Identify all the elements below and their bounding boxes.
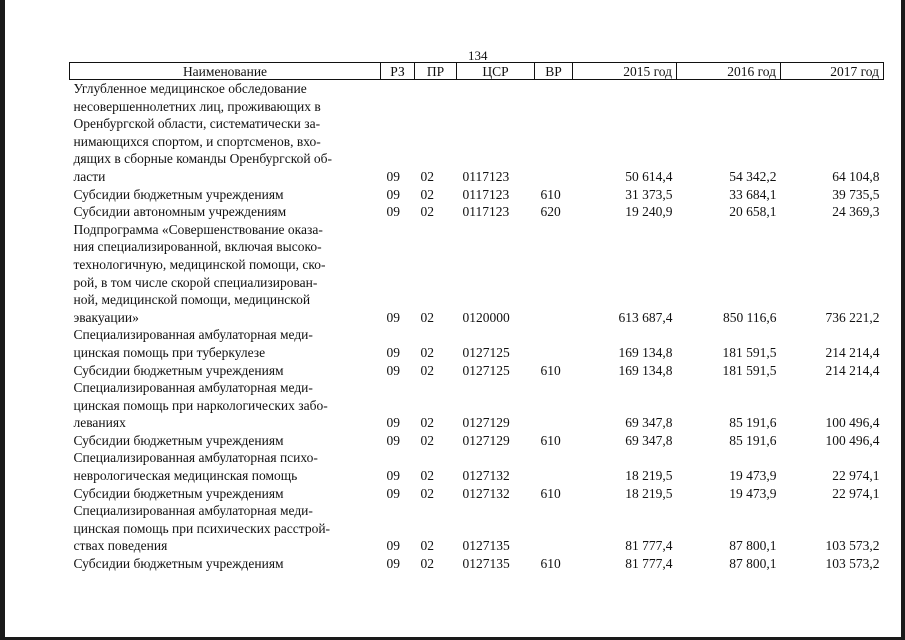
table-row [70, 80, 884, 186]
cell-2016: 181 591,5 [722, 362, 777, 378]
cell-rz: 09 [386, 204, 400, 220]
cell-2015: 18 219,5 [625, 485, 673, 501]
name-line: эвакуации» [73, 309, 139, 325]
cell-csr: 0127129 [462, 415, 510, 431]
table-row [70, 379, 884, 432]
cell-name [70, 203, 381, 221]
cell-2017: 214 214,4 [825, 362, 880, 378]
name-line: ствах поведения [73, 538, 168, 554]
cell-2015: 18 219,5 [625, 468, 673, 484]
name-line: Оренбургской области, систематически за- [73, 116, 321, 132]
cell-pr: 02 [420, 538, 434, 554]
cell-2015: 50 614,4 [625, 168, 673, 184]
cell-name [70, 186, 381, 204]
cell-csr: 0117123 [462, 204, 510, 220]
cell-pr: 02 [420, 556, 434, 572]
cell-2016: 54 342,2 [729, 168, 777, 184]
name-line: ной, медицинской помощи, медицинской [73, 292, 311, 308]
table-row [70, 186, 884, 204]
cell-csr: 0127125 [462, 344, 510, 360]
name-line: леваниях [73, 415, 126, 431]
table-row [70, 362, 884, 380]
budget-table [69, 62, 884, 573]
cell-2016: 87 800,1 [729, 538, 777, 554]
cell-csr: 0127132 [462, 468, 510, 484]
table-row [70, 432, 884, 450]
cell-vr: 610 [540, 362, 561, 378]
cell-pr: 02 [420, 362, 434, 378]
name-line: цинская помощь при психических расстрой- [73, 520, 331, 536]
cell-rz: 09 [386, 485, 400, 501]
cell-vr: 610 [540, 432, 561, 448]
name-line: Специализированная амбулаторная меди- [73, 327, 313, 343]
cell-vr: 610 [540, 186, 561, 202]
name-line: дящих в сборные команды Оренбургской об- [73, 151, 333, 167]
scan-border-left [0, 0, 5, 640]
cell-vr [535, 449, 573, 484]
cell-name [70, 502, 381, 555]
cell-2016: 33 684,1 [729, 186, 777, 202]
name-line: неврологическая медицинская помощь [73, 468, 298, 484]
name-line: Субсидии бюджетным учреждениям [73, 485, 284, 501]
table-row [70, 449, 884, 484]
cell-pr: 02 [420, 485, 434, 501]
cell-2017: 64 104,8 [832, 168, 880, 184]
name-line: нимающихся спортом, и спортсменов, вхо- [73, 133, 321, 149]
name-line: Субсидии автономным учреждениям [73, 204, 287, 220]
cell-vr: 610 [540, 556, 561, 572]
cell-2016: 85 191,6 [729, 415, 777, 431]
name-line: Субсидии бюджетным учреждениям [73, 556, 284, 572]
table-row [70, 485, 884, 503]
cell-csr: 0127125 [462, 362, 510, 378]
cell-2016: 850 116,6 [723, 309, 777, 325]
table-row [70, 221, 884, 327]
name-line: Специализированная амбулаторная меди- [73, 503, 313, 519]
cell-csr: 0117123 [462, 186, 510, 202]
cell-rz: 09 [386, 362, 400, 378]
header-pr: ПР [415, 63, 457, 80]
cell-2017: 100 496,4 [825, 432, 880, 448]
name-line: несовершеннолетних лиц, проживающих в [73, 98, 321, 114]
cell-rz: 09 [386, 468, 400, 484]
name-line: Подпрограмма «Совершенствование оказа- [73, 221, 323, 237]
cell-rz: 09 [386, 186, 400, 202]
cell-2015: 31 373,5 [625, 186, 673, 202]
cell-2015: 169 134,8 [618, 362, 673, 378]
cell-vr [535, 502, 573, 555]
cell-csr: 0127135 [462, 538, 510, 554]
table-header-row [70, 63, 884, 80]
cell-rz: 09 [386, 556, 400, 572]
cell-name [70, 362, 381, 380]
cell-vr: 610 [540, 485, 561, 501]
cell-2015: 69 347,8 [625, 432, 673, 448]
cell-name [70, 221, 381, 327]
cell-csr: 0127129 [462, 432, 510, 448]
cell-2016: 19 473,9 [729, 485, 777, 501]
header-vr: ВР [535, 63, 573, 80]
cell-2017: 100 496,4 [825, 415, 880, 431]
cell-2017: 22 974,1 [832, 485, 880, 501]
cell-csr: 0117123 [462, 168, 510, 184]
cell-pr: 02 [420, 309, 434, 325]
table-row [70, 555, 884, 573]
name-line: Субсидии бюджетным учреждениям [73, 186, 284, 202]
name-line: Углубленное медицинское обследование [73, 81, 307, 96]
cell-vr [535, 80, 573, 186]
cell-vr [535, 379, 573, 432]
cell-2017: 103 573,2 [825, 556, 880, 572]
cell-csr: 0120000 [462, 309, 510, 325]
cell-2017: 22 974,1 [832, 468, 880, 484]
cell-rz: 09 [386, 538, 400, 554]
table-body [70, 80, 884, 573]
scan-border-right [901, 0, 905, 640]
cell-name [70, 449, 381, 484]
header-2015: 2015 год [573, 63, 677, 80]
cell-pr: 02 [420, 186, 434, 202]
cell-rz: 09 [386, 344, 400, 360]
cell-pr: 02 [420, 204, 434, 220]
name-line: рой, в том числе скорой специализирован- [73, 274, 318, 290]
cell-name [70, 485, 381, 503]
cell-name [70, 80, 381, 186]
cell-2017: 39 735,5 [832, 186, 880, 202]
name-line: Субсидии бюджетным учреждениям [73, 362, 284, 378]
cell-2016: 181 591,5 [722, 344, 777, 360]
name-line: цинская помощь при наркологических забо- [73, 397, 328, 413]
cell-rz: 09 [386, 309, 400, 325]
header-name: Наименование [70, 63, 381, 80]
cell-rz: 09 [386, 432, 400, 448]
cell-vr: 620 [540, 204, 561, 220]
name-line: Специализированная амбулаторная психо- [73, 450, 318, 466]
cell-2016: 87 800,1 [729, 556, 777, 572]
cell-2015: 81 777,4 [625, 556, 673, 572]
header-rz: РЗ [381, 63, 415, 80]
cell-rz: 09 [386, 168, 400, 184]
cell-vr [535, 326, 573, 361]
cell-name [70, 379, 381, 432]
cell-pr: 02 [420, 415, 434, 431]
cell-pr: 02 [420, 168, 434, 184]
cell-2016: 20 658,1 [729, 204, 777, 220]
page-number: 134 [468, 48, 488, 63]
cell-csr: 0127135 [462, 556, 510, 572]
header-2016: 2016 год [677, 63, 781, 80]
cell-2017: 24 369,3 [832, 204, 880, 220]
cell-rz: 09 [386, 415, 400, 431]
cell-csr: 0127132 [462, 485, 510, 501]
name-line: Специализированная амбулаторная меди- [73, 380, 313, 396]
header-2017: 2017 год [781, 63, 884, 80]
cell-2017: 103 573,2 [825, 538, 880, 554]
table-row [70, 502, 884, 555]
cell-2016: 85 191,6 [729, 432, 777, 448]
cell-2017: 736 221,2 [825, 309, 880, 325]
cell-2016: 19 473,9 [729, 468, 777, 484]
cell-pr: 02 [420, 468, 434, 484]
name-line: Субсидии бюджетным учреждениям [73, 432, 284, 448]
cell-2015: 613 687,4 [618, 309, 673, 325]
cell-2015: 19 240,9 [625, 204, 673, 220]
header-csr: ЦСР [457, 63, 535, 80]
cell-pr: 02 [420, 432, 434, 448]
cell-vr [535, 221, 573, 327]
cell-name [70, 326, 381, 361]
cell-name [70, 432, 381, 450]
name-line: ласти [73, 168, 106, 184]
cell-name [70, 555, 381, 573]
table-row [70, 326, 884, 361]
cell-2015: 169 134,8 [618, 344, 673, 360]
name-line: ния специализированной, включая высоко- [73, 239, 322, 255]
cell-pr: 02 [420, 344, 434, 360]
name-line: технологичную, медицинской помощи, ско- [73, 256, 326, 272]
cell-2015: 69 347,8 [625, 415, 673, 431]
table-row [70, 203, 884, 221]
cell-2015: 81 777,4 [625, 538, 673, 554]
cell-2017: 214 214,4 [825, 344, 880, 360]
name-line: цинская помощь при туберкулезе [73, 344, 266, 360]
